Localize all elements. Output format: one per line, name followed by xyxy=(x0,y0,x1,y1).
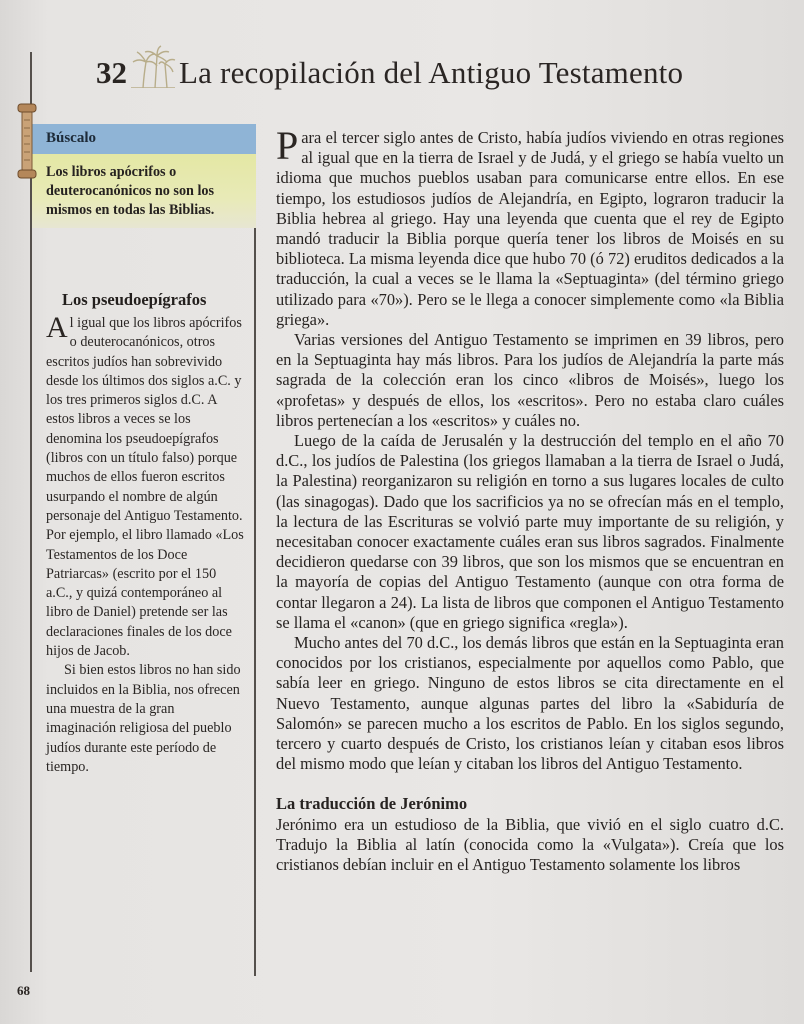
sidebar-drop-cap: A xyxy=(46,311,68,344)
main-paragraph xyxy=(276,123,784,330)
sidebar-paragraph xyxy=(46,311,246,661)
main-drop-cap: P xyxy=(276,123,299,168)
palm-trees-icon xyxy=(129,44,177,88)
chapter-header xyxy=(96,38,776,88)
column-divider-rule xyxy=(254,128,256,976)
buscalo-text: Los libros apócrifos o deuterocanónicos no son los mismos en todas las Biblias. xyxy=(46,164,215,218)
main-article xyxy=(276,123,784,875)
buscalo-box-header xyxy=(32,124,256,154)
sidebar-article xyxy=(46,311,246,777)
scroll-icon xyxy=(8,100,46,180)
sidebar-heading: Los pseudoepígrafos xyxy=(62,290,207,309)
main-paragraph: Varias versiones del Antiguo Testamento se imprimen en 39 libros, pero en la Septuaginta hay más libros. Para los judíos de Alejandría la parte más sagrada de la colección eran los cinco «libros de Moisés», luego los «profetas» y después de ellos, los «escritos». Pero no estaba claro cuáles libros pertenecían a los «escritos» y cuáles no. xyxy=(276,330,784,430)
chapter-number: 32 xyxy=(96,55,127,90)
buscalo-box-body xyxy=(32,154,256,228)
main-paragraph: Jerónimo era un estudioso de la Biblia, que vivió en el siglo cuatro d.C. Tradujo la Biblia al latín (conocida como la «Vulgata»). Creía que los cristianos debían incluir en el Antiguo Testamento solamente los libros xyxy=(276,814,784,874)
section-heading: La traducción de Jerónimo xyxy=(276,793,468,813)
main-paragraph-text: ara el tercer siglo antes de Cristo, había judíos viviendo en otras regiones al igual que en la tierra de Israel y de Judá, y el griego se había vuelto un idioma que muchos pueblos usaban para comunicarse entre ellos. En ese tiempo, los estudiosos judíos de Alejandría, en Egipto, lograron traducir la Biblia hebrea al griego. Hay una leyenda que cuenta que el rey de Egipto mandó traducir la Biblia porque quería tener los libros de Moisés en su biblioteca. La misma leyenda dice que hubo 70 (ó 72) eruditos dedicados a la traducción, la cual a veces se le llama la «Septuaginta» (del término griego utilizado para «70»). Pero se le llega a conocer simplemente como «la Biblia griega». xyxy=(276,128,784,329)
main-paragraph: Mucho antes del 70 d.C., los demás libros que están en la Septuaginta eran conocidos por los cristianos, especialmente por aquellos como Pablo, que sabía leer en griego. Ninguno de estos libros se cita directamente en el Nuevo Testamento, aunque algunas partes del libro la «Sabiduría de Salomón» se parecen mucho a los escritos de Pablo. En los siglos segundo, tercero y cuarto después de Cristo, los cristianos leían y citaban esos libros del mismo modo que leían y citaban los libros del Antiguo Testamento. xyxy=(276,633,784,774)
main-paragraph: Luego de la caída de Jerusalén y la destrucción del templo en el año 70 d.C., los judíos de Palestina (los griegos llamaban a la tierra de Israel o Judá, la Palestina) reorganizaron su religión en torno a sus lugares locales de culto (las sinagogas). Dado que los sacrificios ya no se ofrecían más en el templo, la lectura de las Escrituras se volvió parte muy importante de su religión, y necesitaban conocer exactamente cuáles eran sus libros sagrados. Finalmente decidieron quedarse con 39 libros, que son los mismos que se encuentran en la mayoría de copias del Antiguo Testamento (aunque con otra forma de contar llegaron a 24). La lista de libros que componen el Antiguo Testamento se llama el «canon» (que en griego significa «regla»). xyxy=(276,431,784,632)
sidebar-paragraph-text: l igual que los libros apócrifos o deuterocanónicos, otros escritos judíos han sobrevivido desde los últimos dos siglos a.C. y los tres primeros siglos d.C. A estos libros a veces se los denomina los pseudoepígrafos (libros con un título falso) porque muchos de ellos fueron escritos usurpando el nombre de algún personaje del Antiguo Testamento. Por ejemplo, el libro llamado «Los Testamentos de los Doce Patriarcas» (escrito por el 150 a.C., y quizá contemporáneo al libro de Daniel) pretende ser las declaraciones finales de los doce hijos de Jacob. xyxy=(46,315,244,660)
page-number: 68 xyxy=(17,983,30,998)
sidebar-paragraph: Si bien estos libros no han sido incluidos en la Biblia, nos ofrecen una muestra de la gran imaginación religiosa del pueblo judíos durante este período de tiempo. xyxy=(46,662,241,775)
buscalo-title: Búscalo xyxy=(46,130,97,146)
chapter-title: La recopilación del Antiguo Testamento xyxy=(179,55,684,90)
